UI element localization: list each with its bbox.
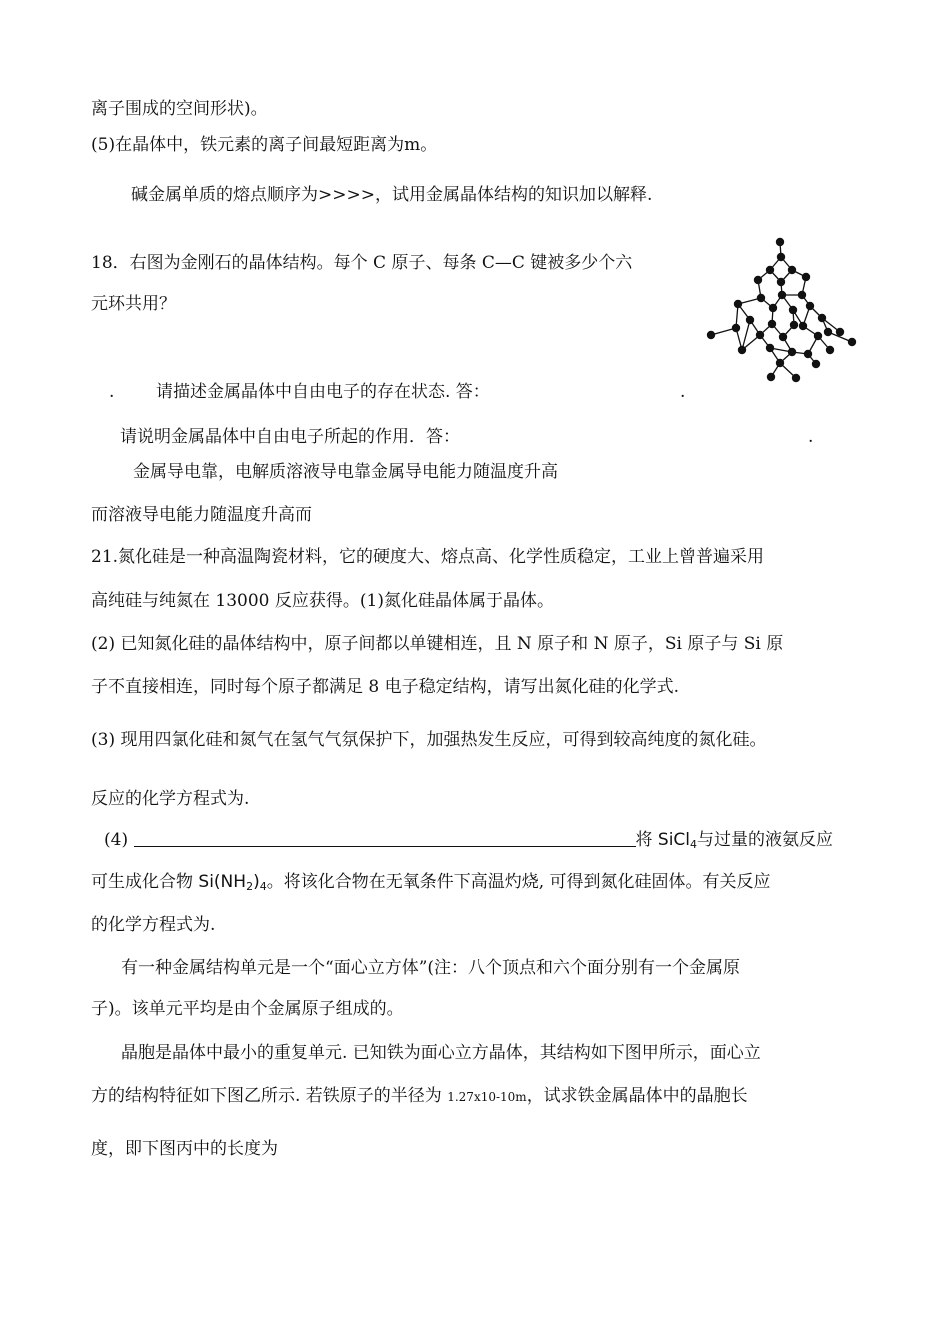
- formula-sicl4: SiCl$_4$: [657, 830, 698, 851]
- text-run: 。将该化合物在无氧条件下高温灼烧, 可得到氮化硅固体。有关反应: [266, 872, 771, 892]
- text-line: 请描述金属晶体中自由电子的存在状态. 答：: [156, 382, 490, 402]
- text-line: 请说明金属晶体中自由电子所起的作用．答：: [120, 427, 460, 447]
- text-line: (5)在晶体中，铁元素的离子间最短距离为m。: [91, 135, 438, 155]
- text-line: [91, 1085, 748, 1108]
- text-line: [104, 829, 833, 856]
- answer-blank: [134, 830, 636, 847]
- text-line: 晶胞是晶体中最小的重复单元. 已知铁为面心立方晶体，其结构如下图甲所示，面心立: [121, 1043, 761, 1063]
- question-18: 18．右图为金刚石的晶体结构。每个 C 原子、每条 C—C 键被多少个六: [91, 253, 633, 273]
- text-line: 高纯硅与纯氮在 13000 反应获得。(1)氮化硅晶体属于晶体。: [91, 591, 554, 611]
- text-line: 子)。该单元平均是由个金属原子组成的。: [91, 999, 404, 1019]
- text-line: 金属导电靠，电解质溶液导电靠金属导电能力随温度升高: [133, 462, 558, 482]
- text-line: 的化学方程式为.: [91, 915, 216, 935]
- text-line: 碱金属单质的熔点顺序为>>>>，试用金属晶体结构的知识加以解释.: [131, 185, 653, 205]
- text-line: (2) 已知氮化硅的晶体结构中，原子间都以单键相连，且 N 原子和 N 原子，Si 原子与 Si 原: [91, 634, 784, 654]
- text-line: 离子围成的空间形状)。: [91, 99, 268, 119]
- text-run: 与过量的液氨反应: [697, 830, 834, 850]
- text-run: 将: [635, 830, 658, 850]
- text-line: 有一种金属结构单元是一个“面心立方体”(注：八个顶点和六个面分别有一个金属原: [121, 958, 741, 978]
- text-line: 而溶液导电能力随温度升高而: [91, 505, 312, 525]
- text-run: 方的结构特征如下图乙所示. 若铁原子的半径为: [91, 1086, 448, 1106]
- text-line: 元环共用？: [91, 294, 176, 314]
- text-line: .: [808, 427, 814, 447]
- text-run: ，试求铁金属晶体中的晶胞长: [526, 1086, 748, 1106]
- item-number: (4): [104, 830, 129, 850]
- formula-si-nh2-4: $Si(NH_2)_4$: [198, 872, 267, 893]
- text-line: (3) 现用四氯化硅和氮气在氢气气氛保护下，加强热发生反应，可得到较高纯度的氮化硅。: [91, 730, 767, 750]
- text-line: [91, 871, 771, 898]
- text-run: 可生成化合物: [91, 872, 199, 892]
- diamond-crystal-structure-figure: [700, 232, 865, 387]
- question-21: 21.氮化硅是一种高温陶瓷材料，它的硬度大、熔点高、化学性质稳定，工业上曾普遍采用: [91, 547, 765, 567]
- radius-value: 1.27x10-10m: [447, 1090, 527, 1104]
- text-line: .: [109, 382, 115, 402]
- text-line: 反应的化学方程式为.: [91, 789, 250, 809]
- text-line: 子不直接相连，同时每个原子都满足 8 电子稳定结构，请写出氮化硅的化学式.: [91, 677, 680, 697]
- text-line: .: [680, 382, 686, 402]
- text-line: 度，即下图丙中的长度为: [91, 1139, 278, 1159]
